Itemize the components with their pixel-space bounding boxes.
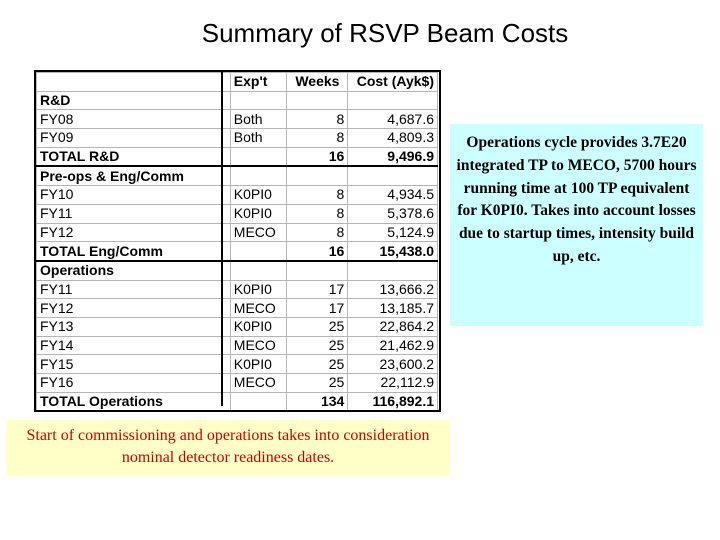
total-label: TOTAL Eng/Comm [37, 242, 231, 261]
section-blank-cell [348, 166, 438, 185]
row-year: FY13 [37, 317, 231, 336]
section-header-row [37, 91, 438, 110]
row-weeks: 25 [287, 374, 348, 393]
section-blank-cell [230, 91, 287, 110]
table-row [37, 317, 438, 336]
row-experiment: Both [230, 129, 287, 148]
row-experiment: Both [230, 110, 287, 129]
row-cost: 4,934.5 [348, 186, 438, 205]
row-experiment: K0PI0 [230, 204, 287, 223]
row-experiment: MECO [230, 374, 287, 393]
row-year: FY11 [37, 204, 231, 223]
row-year: FY11 [37, 280, 231, 299]
operations-note: Operations cycle provides 3.7E20 integrated TP to MECO, 5700 hours running time at 100 TP equivalent for K0PI0. Takes into account losses due to startup times, intensity build up, etc. [450, 124, 703, 326]
total-label: TOTAL Operations [37, 392, 231, 411]
row-year: FY15 [37, 355, 231, 374]
section-blank-cell [287, 166, 348, 185]
table-row [37, 355, 438, 374]
row-year: FY09 [37, 129, 231, 148]
table-row [37, 223, 438, 242]
total-weeks: 134 [287, 392, 348, 411]
total-blank-cell [230, 242, 287, 261]
section-blank-cell [348, 91, 438, 110]
row-experiment: K0PI0 [230, 186, 287, 205]
total-row [37, 147, 438, 166]
total-weeks: 16 [287, 147, 348, 166]
header-exp: Exp't [230, 73, 287, 92]
row-year: FY08 [37, 110, 231, 129]
row-weeks: 8 [287, 223, 348, 242]
row-weeks: 17 [287, 280, 348, 299]
row-experiment: K0PI0 [230, 355, 287, 374]
row-experiment: K0PI0 [230, 317, 287, 336]
row-cost: 4,687.6 [348, 110, 438, 129]
table-row [37, 280, 438, 299]
row-weeks: 8 [287, 186, 348, 205]
section-name: R&D [37, 91, 231, 110]
row-year: FY12 [37, 299, 231, 318]
total-blank-cell [230, 392, 287, 411]
row-experiment: MECO [230, 223, 287, 242]
total-row [37, 392, 438, 411]
table-row [37, 299, 438, 318]
header-cost: Cost (Ayk$) [348, 73, 438, 92]
row-cost: 5,124.9 [348, 223, 438, 242]
row-weeks: 25 [287, 336, 348, 355]
table-divider-line [221, 72, 223, 406]
total-cost: 116,892.1 [348, 392, 438, 411]
section-name: Operations [37, 261, 231, 280]
row-cost: 23,600.2 [348, 355, 438, 374]
row-weeks: 8 [287, 204, 348, 223]
total-cost: 9,496.9 [348, 147, 438, 166]
row-experiment: MECO [230, 299, 287, 318]
beam-cost-table [36, 72, 438, 411]
section-blank-cell [230, 166, 287, 185]
row-year: FY16 [37, 374, 231, 393]
total-cost: 15,438.0 [348, 242, 438, 261]
table-row [37, 110, 438, 129]
table-row [37, 336, 438, 355]
row-year: FY12 [37, 223, 231, 242]
row-cost: 22,864.2 [348, 317, 438, 336]
row-experiment: K0PI0 [230, 280, 287, 299]
row-weeks: 8 [287, 110, 348, 129]
section-header-row [37, 261, 438, 280]
total-weeks: 16 [287, 242, 348, 261]
table-row [37, 374, 438, 393]
total-label: TOTAL R&D [37, 147, 231, 166]
row-experiment: MECO [230, 336, 287, 355]
row-cost: 13,185.7 [348, 299, 438, 318]
row-cost: 22,112.9 [348, 374, 438, 393]
total-row [37, 242, 438, 261]
table-row [37, 186, 438, 205]
row-year: FY10 [37, 186, 231, 205]
section-header-row [37, 166, 438, 185]
row-cost: 5,378.6 [348, 204, 438, 223]
table-row [37, 204, 438, 223]
row-cost: 4,809.3 [348, 129, 438, 148]
section-blank-cell [230, 261, 287, 280]
header-blank-cell [37, 73, 231, 92]
row-weeks: 8 [287, 129, 348, 148]
table-row [37, 129, 438, 148]
header-weeks: Weeks [287, 73, 348, 92]
section-blank-cell [287, 261, 348, 280]
slide-title: Summary of RSVP Beam Costs [201, 18, 569, 48]
table-header-row [37, 73, 438, 92]
row-weeks: 17 [287, 299, 348, 318]
section-blank-cell [287, 91, 348, 110]
row-year: FY14 [37, 336, 231, 355]
section-blank-cell [348, 261, 438, 280]
row-weeks: 25 [287, 317, 348, 336]
total-blank-cell [230, 147, 287, 166]
commissioning-note: Start of commissioning and operations takes into consideration nominal detector readiness dates. [6, 420, 450, 476]
row-cost: 13,666.2 [348, 280, 438, 299]
section-name: Pre-ops & Eng/Comm [37, 166, 231, 185]
row-cost: 21,462.9 [348, 336, 438, 355]
row-weeks: 25 [287, 355, 348, 374]
